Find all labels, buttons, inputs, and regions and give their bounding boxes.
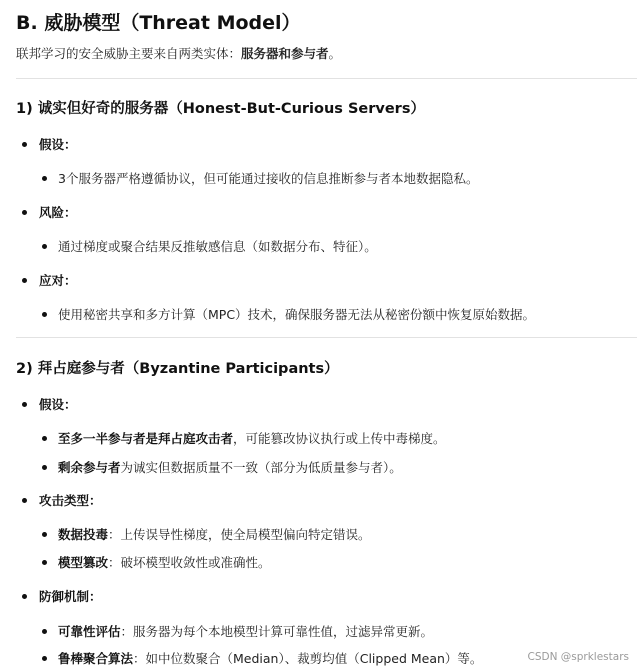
bullet-icon [22, 402, 27, 407]
list-item [42, 553, 271, 571]
item-emphasis: 可靠性评估 [58, 624, 121, 639]
bullet-icon [42, 244, 47, 249]
item-text: 通过梯度或聚合结果反推敏感信息（如数据分布、特征）。 [58, 239, 377, 254]
list-item [42, 429, 446, 447]
list-item [22, 271, 77, 289]
list-item [42, 237, 377, 255]
item-text: ：破坏模型收敛性或准确性。 [108, 555, 271, 570]
group-label: 应对： [39, 273, 77, 288]
intro-paragraph [16, 44, 341, 62]
group-label: 防御机制： [39, 589, 102, 604]
bullet-icon [42, 465, 47, 470]
bullet-icon [42, 629, 47, 634]
intro-text: 联邦学习的安全威胁主要来自两类实体： [16, 46, 242, 61]
group-label: 假设： [39, 137, 77, 152]
page-title: B. 威胁模型（Threat Model） [16, 12, 301, 34]
list-item [22, 395, 77, 413]
item-emphasis: 至多一半参与者是拜占庭攻击者 [58, 431, 234, 446]
bullet-icon [22, 498, 27, 503]
list-item [42, 305, 535, 323]
list-item [22, 491, 102, 509]
bullet-icon [42, 436, 47, 441]
section-heading: 2) 拜占庭参与者（Byzantine Participants） [16, 361, 339, 377]
bullet-icon [42, 532, 47, 537]
item-text: 3个服务器严格遵循协议，但可能通过接收的信息推断参与者本地数据隐私。 [58, 171, 479, 186]
bullet-icon [22, 142, 27, 147]
item-text: ：如中位数聚合（Median）、裁剪均值（Clipped Mean）等。 [133, 651, 483, 666]
bullet-icon [22, 594, 27, 599]
divider [16, 337, 637, 338]
list-item [22, 587, 102, 605]
list-item [22, 135, 77, 153]
group-label: 攻击类型： [39, 493, 102, 508]
group-label: 假设： [39, 397, 77, 412]
list-item [42, 169, 478, 187]
bullet-icon [42, 312, 47, 317]
item-text: ，可能篡改协议执行或上传中毒梯度。 [233, 431, 446, 446]
item-emphasis: 鲁棒聚合算法 [58, 651, 134, 666]
item-text: ：服务器为每个本地模型计算可靠性值，过滤异常更新。 [120, 624, 434, 639]
bullet-icon [22, 278, 27, 283]
watermark: CSDN @sprklestars [527, 651, 629, 663]
item-text: 使用秘密共享和多方计算（MPC）技术，确保服务器无法从秘密份额中恢复原始数据。 [58, 307, 536, 322]
bullet-icon [42, 656, 47, 661]
item-text: 为诚实但数据质量不一致（部分为低质量参与者）。 [120, 460, 402, 475]
list-item [42, 622, 433, 640]
intro-suffix: 。 [328, 46, 342, 61]
group-label: 风险： [39, 205, 77, 220]
divider [16, 78, 637, 79]
list-item [42, 458, 402, 476]
bullet-icon [42, 560, 47, 565]
item-text: ：上传误导性梯度，使全局模型偏向特定错误。 [108, 527, 371, 542]
bullet-icon [42, 176, 47, 181]
intro-emphasis: 服务器和参与者 [241, 46, 329, 61]
list-item [42, 525, 371, 543]
bullet-icon [22, 210, 27, 215]
list-item [22, 203, 77, 221]
item-emphasis: 剩余参与者 [58, 460, 121, 475]
item-emphasis: 数据投毒 [58, 527, 109, 542]
item-emphasis: 模型篡改 [58, 555, 109, 570]
list-item [42, 649, 482, 667]
section-heading: 1) 诚实但好奇的服务器（Honest-But-Curious Servers） [16, 101, 425, 117]
